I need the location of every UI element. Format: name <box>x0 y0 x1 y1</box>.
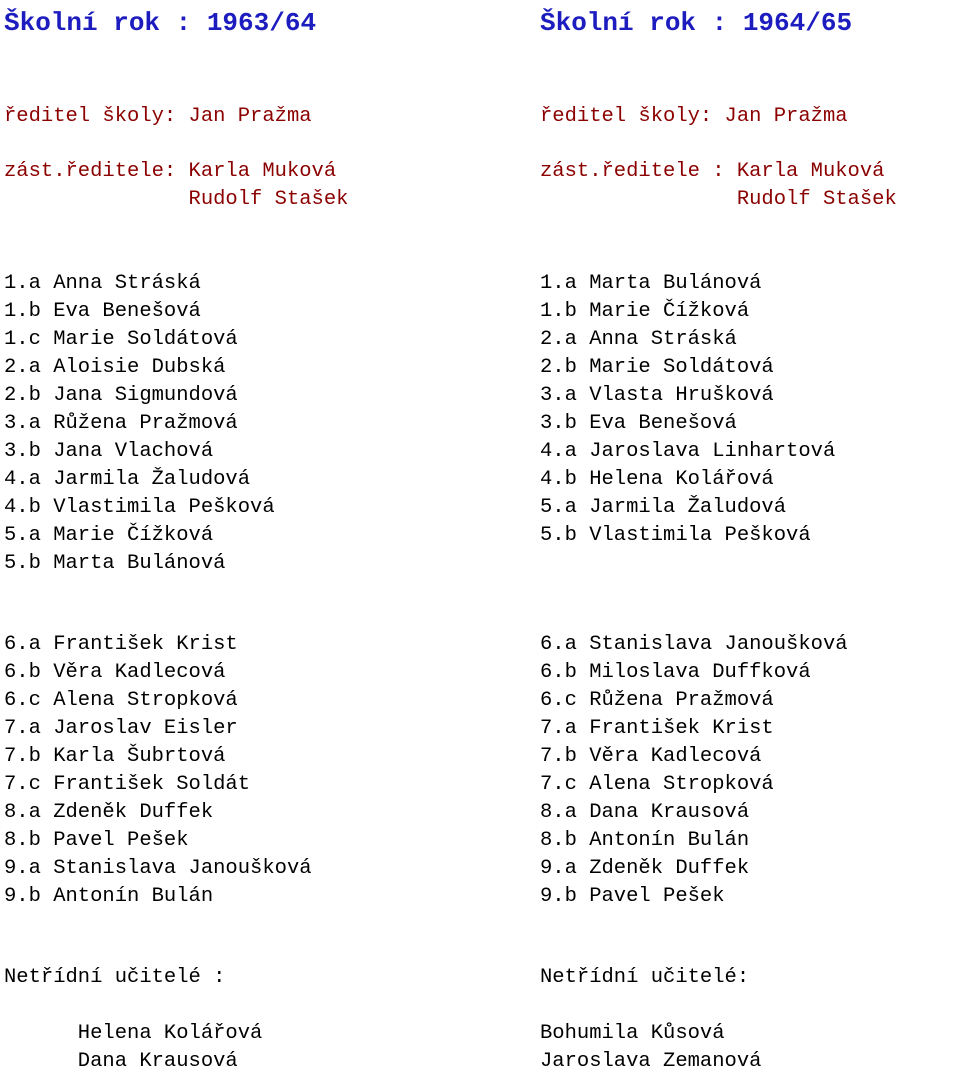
list-item: 9.b Pavel Pešek <box>540 885 725 908</box>
list-item: 6.b Věra Kadlecová <box>4 661 226 684</box>
school-year-title: Školní rok : 1963/64 <box>4 8 317 38</box>
list-item: 5.a Jarmila Žaludová <box>540 496 787 519</box>
list-item: 4.b Vlastimila Pešková <box>4 496 275 519</box>
list-item: 8.b Antonín Bulán <box>540 829 750 852</box>
director-line: ředitel školy: Jan Pražma <box>540 105 848 128</box>
list-item: 3.b Eva Benešová <box>540 412 737 435</box>
upper-classes-list <box>4 631 312 911</box>
list-item: Helena Kolářová <box>4 1022 263 1045</box>
list-item: 3.b Jana Vlachová <box>4 440 214 463</box>
list-item: 9.a Zdeněk Duffek <box>540 857 750 880</box>
list-item: 8.a Zdeněk Duffek <box>4 801 214 824</box>
list-item: 6.a Stanislava Janoušková <box>540 633 848 656</box>
list-item: 3.a Vlasta Hrušková <box>540 384 774 407</box>
list-item: 1.a Anna Stráská <box>4 272 201 295</box>
list-item: 1.c Marie Soldátová <box>4 328 238 351</box>
deputy-line-1: zást.ředitele: Karla Muková <box>4 160 337 183</box>
list-item: 7.c Alena Stropková <box>540 773 774 796</box>
list-item: 7.a František Krist <box>540 717 774 740</box>
non-class-teachers-list <box>4 1020 262 1076</box>
list-item: 7.b Věra Kadlecová <box>540 745 762 768</box>
list-item: 4.a Jaroslava Linhartová <box>540 440 836 463</box>
list-item: 2.b Jana Sigmundová <box>4 384 238 407</box>
lower-classes-list <box>540 270 835 550</box>
list-item: 8.b Pavel Pešek <box>4 829 189 852</box>
list-item: 6.b Miloslava Duffková <box>540 661 811 684</box>
deputy-line-2: Rudolf Stašek <box>4 188 349 211</box>
deputy-line-1: zást.ředitele : Karla Muková <box>540 160 885 183</box>
non-class-teachers-list <box>540 1020 761 1076</box>
list-item: 7.c František Soldát <box>4 773 251 796</box>
list-item: 7.a Jaroslav Eisler <box>4 717 238 740</box>
list-item: 2.a Aloisie Dubská <box>4 356 226 379</box>
list-item: 3.a Růžena Pražmová <box>4 412 238 435</box>
school-year-title: Školní rok : 1964/65 <box>540 8 853 38</box>
list-item: 4.a Jarmila Žaludová <box>4 468 251 491</box>
lower-classes-list <box>4 270 275 578</box>
list-item: 5.b Marta Bulánová <box>4 552 226 575</box>
list-item: 1.a Marta Bulánová <box>540 272 762 295</box>
list-item: 5.a Marie Čížková <box>4 524 214 547</box>
list-item: 5.b Vlastimila Pešková <box>540 524 811 547</box>
list-item: 1.b Eva Benešová <box>4 300 201 323</box>
list-item: Bohumila Kůsová <box>540 1022 725 1045</box>
list-item: Jaroslava Zemanová <box>540 1050 762 1073</box>
non-class-teachers-heading: Netřídní učitelé: <box>540 966 750 989</box>
list-item: 6.c Růžena Pražmová <box>540 689 774 712</box>
upper-classes-list <box>540 631 848 911</box>
list-item: 2.b Marie Soldátová <box>540 356 774 379</box>
deputy-line-2: Rudolf Stašek <box>540 188 897 211</box>
director-line: ředitel školy: Jan Pražma <box>4 105 312 128</box>
non-class-teachers-heading: Netřídní učitelé : <box>4 966 226 989</box>
list-item: 2.a Anna Stráská <box>540 328 737 351</box>
list-item: Dana Krausová <box>4 1050 238 1073</box>
list-item: 9.b Antonín Bulán <box>4 885 214 908</box>
list-item: 8.a Dana Krausová <box>540 801 750 824</box>
list-item: 6.a František Krist <box>4 633 238 656</box>
list-item: 1.b Marie Čížková <box>540 300 750 323</box>
list-item: 6.c Alena Stropková <box>4 689 238 712</box>
list-item: 4.b Helena Kolářová <box>540 468 774 491</box>
list-item: 9.a Stanislava Janoušková <box>4 857 312 880</box>
list-item: 7.b Karla Šubrtová <box>4 745 226 768</box>
